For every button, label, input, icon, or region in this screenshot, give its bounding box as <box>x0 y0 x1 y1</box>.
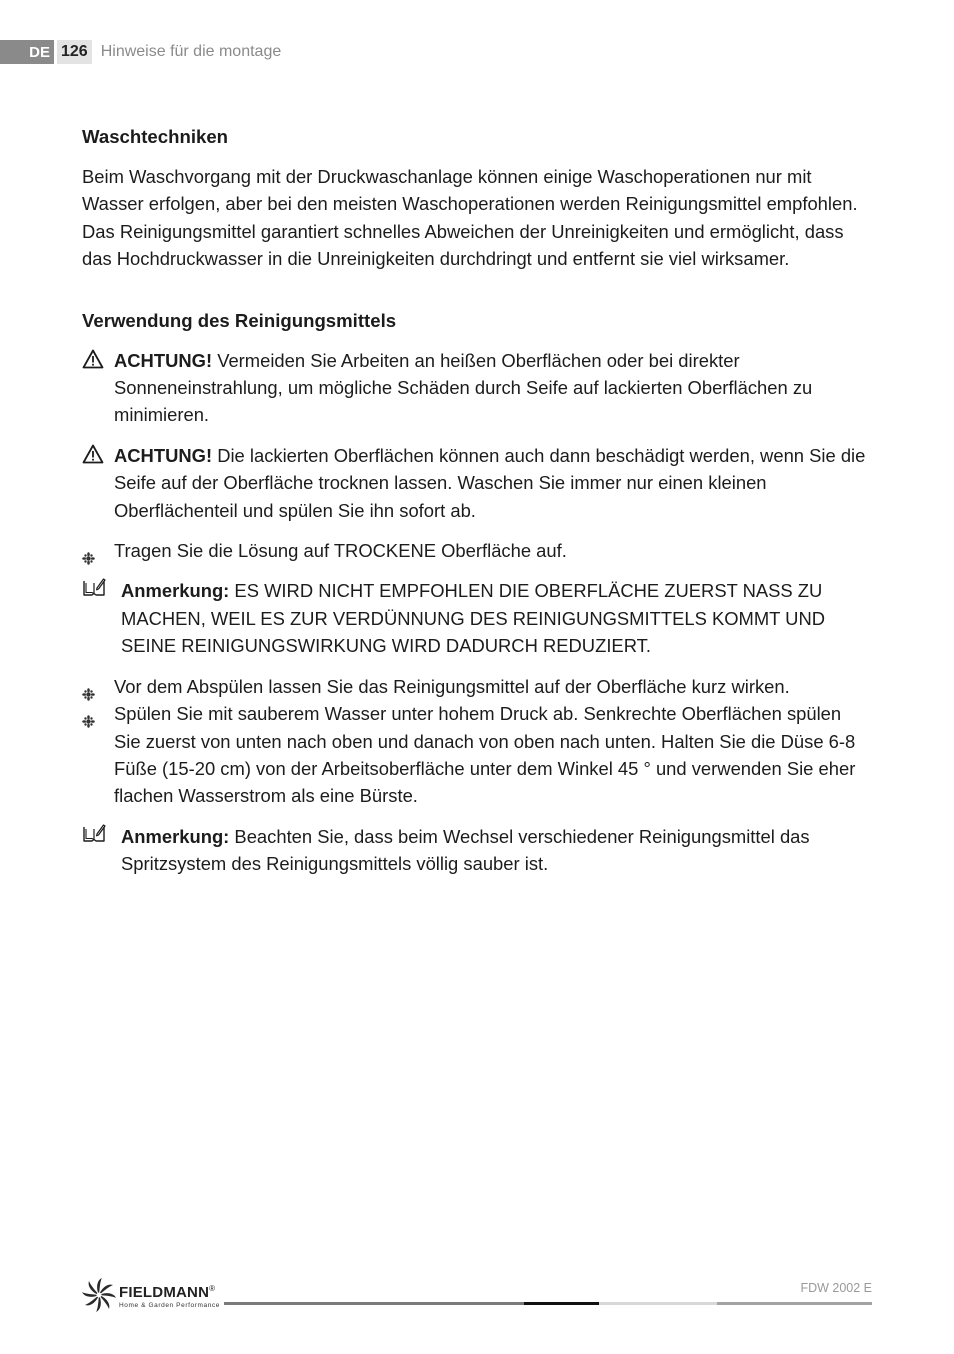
model-number: FDW 2002 E <box>800 1281 872 1295</box>
warning-2 <box>82 442 872 524</box>
paragraph-waschtechniken: Beim Waschvorgang mit der Druckwaschanlage können einige Waschoperationen nur mit Wasser erfolgen, aber bei den meisten Waschoperationen werden Reinigungsmittel empfohlen. Das Reinigungsmittel garantiert schnelles Abweichen der Unreinigkeiten und ermöglicht, dass das Hochdruckwasser in die Unreinigkeiten durchdringt und entfernt sie viel wirksamer. <box>82 166 858 270</box>
page-footer <box>82 1278 872 1318</box>
warning-1 <box>82 347 872 429</box>
bullet-2-text: Vor dem Abspülen lassen Sie das Reinigungsmittel auf der Oberfläche kurz wirken. <box>114 675 790 697</box>
footer-rule-dark <box>524 1302 599 1305</box>
note-1-text: ES WIRD NICHT EMPFOHLEN DIE OBERFLÄCHE ZUERST NASS ZU MACHEN, WEIL ES ZUR VERDÜNNUNG DES REINIGUNGSMITTELS KOMMT UND SEINE REINIGUNGSWIRKUNG WIRD DADURCH REDUZIERT. <box>121 580 826 657</box>
bullet-3 <box>82 700 872 810</box>
warning-1-text: Vermeiden Sie Arbeiten an heißen Oberflächen oder bei direkter Sonneneinstrahlung, um mögliche Schäden durch Seife auf lackierten Oberflächen zu minimieren. <box>114 349 813 426</box>
page-header <box>0 40 281 64</box>
footer-rule-light <box>599 1302 717 1305</box>
page-number: 126 <box>57 40 92 64</box>
bullet-1 <box>82 537 872 564</box>
note-2-label: Anmerkung: <box>121 825 230 847</box>
warning-1-label: ACHTUNG! <box>114 349 213 371</box>
footer-rule-mid <box>224 1302 524 1305</box>
warning-triangle-icon <box>82 349 104 376</box>
warning-2-label: ACHTUNG! <box>114 444 213 466</box>
brand-name: FIELDMANN <box>119 1284 210 1302</box>
note-book-icon <box>82 577 106 604</box>
note-1-label: Anmerkung: <box>121 580 230 602</box>
note-book-icon <box>82 823 106 850</box>
registered-mark: ® <box>209 1284 216 1294</box>
heading-verwendung: Verwendung des Reinigungsmittels <box>82 309 397 331</box>
warning-2-text: Die lackierten Oberflächen können auch dann beschädigt werden, wenn Sie die Seife auf der Oberfläche trocknen lassen. Waschen Sie immer nur einen kleinen Oberflächenteil und spülen Sie ihn sofort ab. <box>114 444 866 521</box>
warning-triangle-icon <box>82 444 104 471</box>
note-2 <box>82 823 872 878</box>
note-2-text: Beachten Sie, dass beim Wechsel verschiedener Reinigungsmittel das Spritzsystem des Reinigungsmittels völlig sauber ist. <box>121 825 810 875</box>
bullet-3-text: Spülen Sie mit sauberem Wasser unter hohem Druck ab. Senkrechte Oberflächen spülen Sie zuerst von unten nach oben und danach von oben nach unten. Halten Sie die Düse 6-8 Füße (15-20 cm) von der Arbeitsoberfläche unter dem Winkel 45 ° und verwenden Sie eher flachen Wasserstrom als eine Bürste. <box>114 703 856 807</box>
bullet-1-text: Tragen Sie die Lösung auf TROCKENE Oberfläche auf. <box>114 540 567 562</box>
heading-waschtechniken: Waschtechniken <box>82 126 229 147</box>
bullet-2 <box>82 673 872 700</box>
flower-bullet-icon <box>82 708 95 735</box>
fan-logo-icon <box>82 1278 116 1317</box>
brand-tagline: Home & Garden Performance <box>119 1302 220 1310</box>
section-title: Hinweise für die montage <box>100 43 282 60</box>
main-content <box>82 124 872 878</box>
footer-rule-gray <box>717 1302 872 1305</box>
flower-bullet-icon <box>82 545 95 572</box>
language-badge: DE <box>0 40 54 64</box>
note-1 <box>82 577 872 659</box>
fieldmann-logo <box>82 1278 220 1317</box>
